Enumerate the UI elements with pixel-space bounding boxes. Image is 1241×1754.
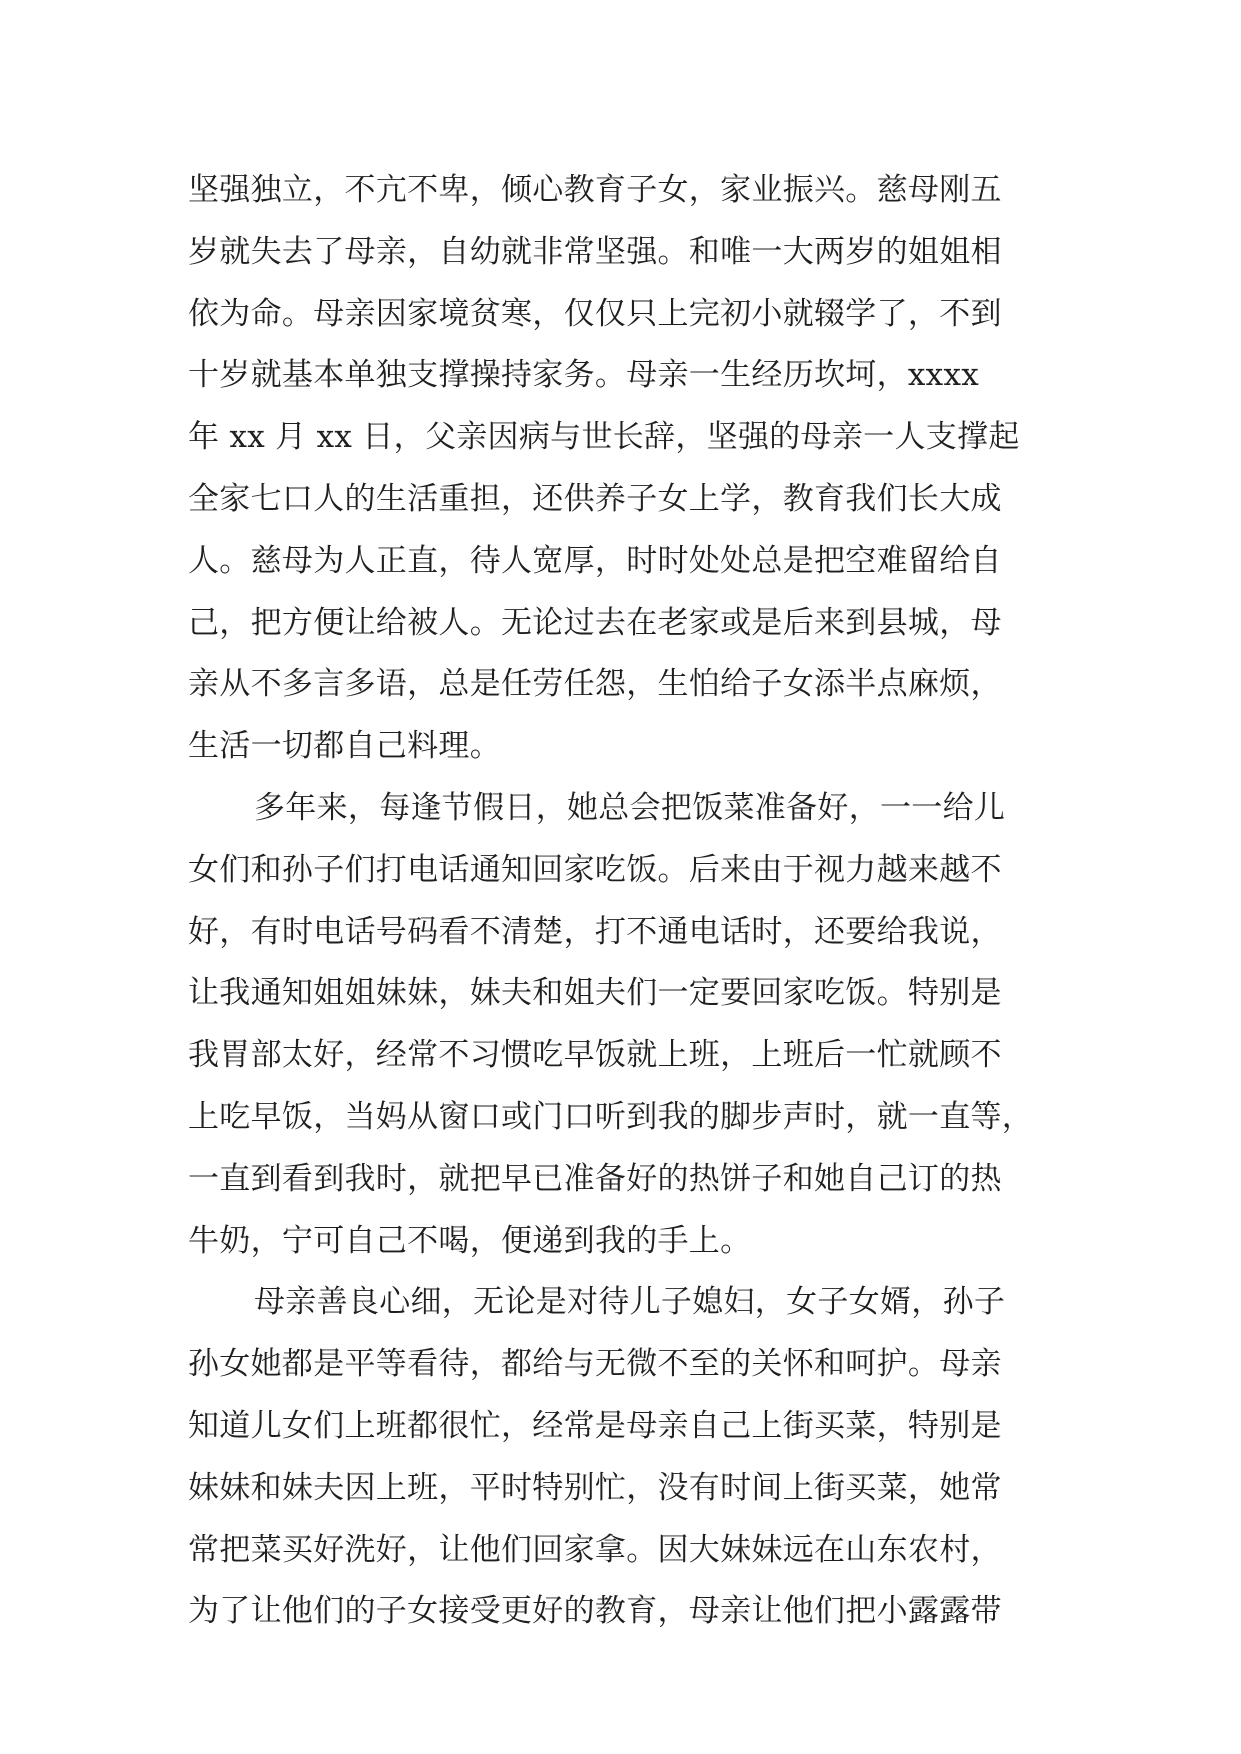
text-line: 依为命。母亲因家境贫寒，仅仅只上完初小就辍学了，不到 bbox=[188, 295, 1002, 332]
text-line: 让我通知姐姐妹妹，妹夫和姐夫们一定要回家吃饭。特别是 bbox=[188, 975, 1002, 1012]
text-line: 孙女她都是平等看待，都给与无微不至的关怀和呵护。母亲 bbox=[188, 1346, 1002, 1383]
text-line: 妹妹和妹夫因上班，平时特别忙，没有时间上街买菜，她常 bbox=[188, 1469, 1002, 1506]
text-line: 岁就失去了母亲，自幼就非常坚强。和唯一大两岁的姐姐相 bbox=[188, 233, 1002, 270]
text-line: 好，有时电话号码看不清楚，打不通电话时，还要给我说， bbox=[188, 913, 1002, 950]
text-line: 一直到看到我时，就把早已准备好的热饼子和她自己订的热 bbox=[188, 1160, 1002, 1197]
text-line: 我胃部太好，经常不习惯吃早饭就上班，上班后一忙就顾不 bbox=[188, 1037, 1002, 1074]
text-line: 人。慈母为人正直，待人宽厚，时时处处总是把空难留给自 bbox=[188, 542, 1002, 579]
text-line: 亲从不多言多语，总是任劳任怨，生怕给子女添半点麻烦， bbox=[188, 666, 1002, 703]
text-line: 常把菜买好洗好，让他们回家拿。因大妹妹远在山东农村， bbox=[188, 1531, 1002, 1568]
text-line: 生活一切都自己料理。 bbox=[188, 728, 501, 765]
paragraph-start-line: 母亲善良心细，无论是对待儿子媳妇，女子女婿，孙子 bbox=[254, 1284, 1006, 1321]
body-text bbox=[188, 160, 1088, 1643]
text-line: 为了让他们的子女接受更好的教育，母亲让他们把小露露带 bbox=[188, 1593, 1002, 1630]
text-line: 女们和孙子们打电话通知回家吃饭。后来由于视力越来越不 bbox=[188, 851, 1002, 888]
text-line: 十岁就基本单独支撑操持家务。母亲一生经历坎坷，xxxx bbox=[188, 357, 980, 394]
text-line: 己，把方便让给被人。无论过去在老家或是后来到县城，母 bbox=[188, 604, 1002, 641]
text-line: 年 xx 月 xx 日，父亲因病与世长辞，坚强的母亲一人支撑起 bbox=[188, 419, 1020, 456]
text-line: 上吃早饭，当妈从窗口或门口听到我的脚步声时，就一直等， bbox=[188, 1098, 1034, 1135]
text-line: 牛奶，宁可自己不喝，便递到我的手上。 bbox=[188, 1222, 752, 1259]
text-line: 全家七口人的生活重担，还供养子女上学，教育我们长大成 bbox=[188, 480, 1002, 517]
text-line: 知道儿女们上班都很忙，经常是母亲自己上街买菜，特别是 bbox=[188, 1407, 1002, 1444]
paragraph-start-line: 多年来，每逢节假日，她总会把饭菜准备好，一一给儿 bbox=[254, 789, 1006, 826]
text-line: 坚强独立，不亢不卑，倾心教育子女，家业振兴。慈母刚五 bbox=[188, 172, 1002, 208]
